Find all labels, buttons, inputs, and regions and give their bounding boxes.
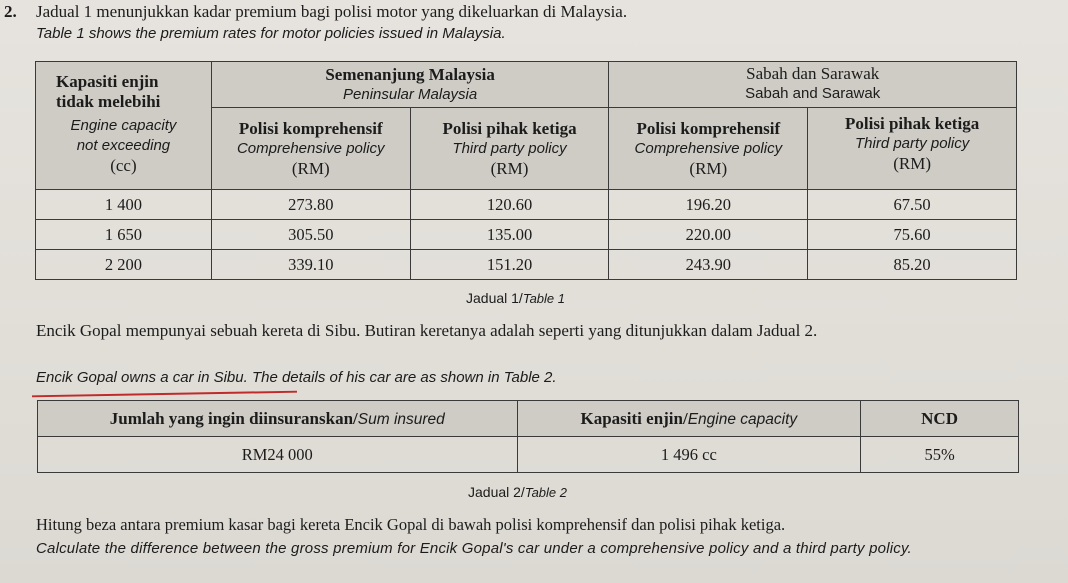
ncd-header: NCD bbox=[861, 401, 1019, 437]
peninsular-third-party-cell: 135.00 bbox=[410, 220, 609, 250]
peninsular-third-party-cell: 151.20 bbox=[410, 250, 609, 280]
peninsular-third-party-cell: 120.60 bbox=[410, 190, 609, 220]
engine-cc-cell: 2 200 bbox=[36, 250, 212, 280]
engine-capacity-cell: 1 496 cc bbox=[517, 437, 861, 473]
engine-cc-cell: 1 650 bbox=[36, 220, 212, 250]
sabah-comprehensive-cell: 243.90 bbox=[609, 250, 808, 280]
table-row bbox=[36, 220, 1017, 250]
engine-cc-cell: 1 400 bbox=[36, 190, 212, 220]
question-text-en: Table 1 shows the premium rates for motor policies issued in Malaysia. bbox=[36, 25, 506, 42]
paragraph2-ms: Hitung beza antara premium kasar bagi kereta Encik Gopal di bawah polisi komprehensif dan polisi pihak ketiga. bbox=[36, 515, 786, 534]
table2-caption: Jadual 2/Table 2 bbox=[468, 484, 567, 500]
pen-underline bbox=[32, 391, 297, 398]
peninsular-comprehensive-cell: 273.80 bbox=[211, 190, 410, 220]
sabah-comprehensive-cell: 220.00 bbox=[609, 220, 808, 250]
question-number: 2. bbox=[4, 2, 17, 21]
peninsular-comprehensive-header: Polisi komprehensif Comprehensive policy (RM) bbox=[211, 108, 410, 190]
peninsular-comprehensive-cell: 339.10 bbox=[211, 250, 410, 280]
sabah-third-party-cell: 75.60 bbox=[808, 220, 1017, 250]
table-row bbox=[36, 190, 1017, 220]
sabah-third-party-header: Polisi pihak ketiga Third party policy (RM) bbox=[808, 108, 1017, 190]
sabah-third-party-cell: 85.20 bbox=[808, 250, 1017, 280]
car-details-table bbox=[37, 400, 1019, 473]
ncd-cell: 55% bbox=[861, 437, 1019, 473]
peninsular-third-party-header: Polisi pihak ketiga Third party policy (RM) bbox=[410, 108, 609, 190]
sum-insured-cell: RM24 000 bbox=[38, 437, 518, 473]
table-row bbox=[36, 250, 1017, 280]
table-row bbox=[38, 437, 1019, 473]
table1-caption: Jadual 1/Table 1 bbox=[466, 290, 565, 306]
sabah-sarawak-header: Sabah dan Sarawak Sabah and Sarawak bbox=[609, 62, 1017, 108]
question-text-ms: Jadual 1 menunjukkan kadar premium bagi polisi motor yang dikeluarkan di Malaysia. bbox=[36, 2, 628, 21]
peninsular-header: Semenanjung Malaysia Peninsular Malaysia bbox=[211, 62, 609, 108]
paragraph2-en: Calculate the difference between the gross premium for Encik Gopal's car under a comprehensive policy and a third party policy. bbox=[36, 540, 912, 557]
sum-insured-header: Jumlah yang ingin diinsuranskan/Sum insured bbox=[38, 401, 518, 437]
engine-capacity-header: Kapasiti enjin tidak melebihi Engine capacity not exceeding (cc) bbox=[36, 62, 212, 190]
paragraph1-ms: Encik Gopal mempunyai sebuah kereta di Sibu. Butiran keretanya adalah seperti yang ditunjukkan dalam Jadual 2. bbox=[36, 321, 818, 340]
sabah-third-party-cell: 67.50 bbox=[808, 190, 1017, 220]
premium-table bbox=[35, 61, 1017, 280]
peninsular-comprehensive-cell: 305.50 bbox=[211, 220, 410, 250]
sabah-comprehensive-header: Polisi komprehensif Comprehensive policy (RM) bbox=[609, 108, 808, 190]
paragraph1-en: Encik Gopal owns a car in Sibu. The details of his car are as shown in Table 2. bbox=[36, 369, 557, 386]
engine-capacity-header: Kapasiti enjin/Engine capacity bbox=[517, 401, 861, 437]
sabah-comprehensive-cell: 196.20 bbox=[609, 190, 808, 220]
